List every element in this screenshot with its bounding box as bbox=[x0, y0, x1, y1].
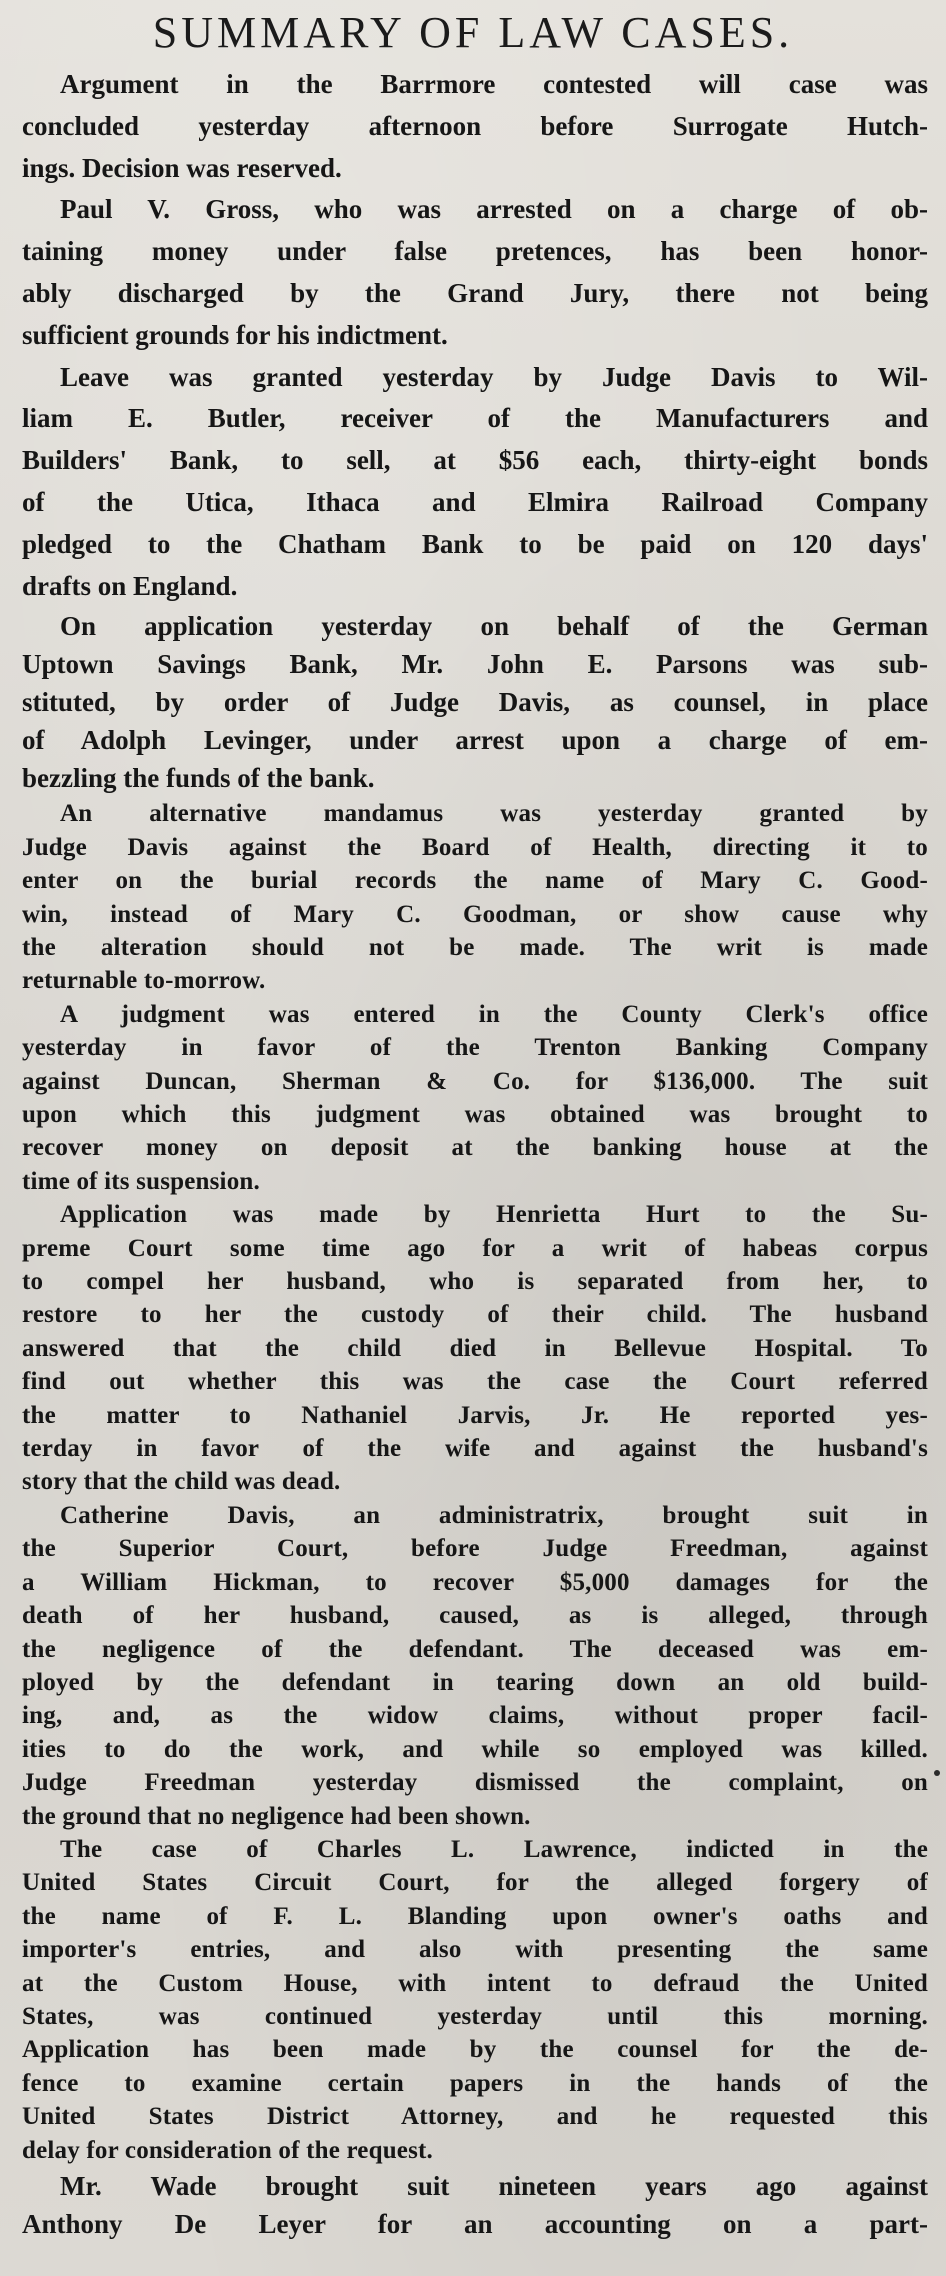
text-line: Judge Davis against the Board of Health, directing it to bbox=[22, 833, 928, 861]
text-line: the alteration should not be made. The writ is made bbox=[22, 933, 928, 961]
text-line: drafts on England. bbox=[22, 570, 238, 601]
text-line: death of her husband, caused, as is alleged, through bbox=[22, 1602, 928, 1630]
text-line: delay for consideration of the request. bbox=[22, 2136, 434, 2164]
text-line: United States Circuit Court, for the alleged forgery of bbox=[22, 1869, 928, 1897]
paragraph-wade-de-leyer bbox=[22, 2167, 928, 2243]
text-line: concluded yesterday afternoon before Surrogate Hutch- bbox=[22, 110, 928, 141]
text-line: answered that the child died in Bellevue Hospital. To bbox=[22, 1334, 928, 1362]
text-line: The case of Charles L. Lawrence, indicted in the bbox=[60, 1835, 928, 1863]
text-line: preme Court some time ago for a writ of habeas corpus bbox=[22, 1234, 928, 1262]
text-line: yesterday in favor of the Trenton Banking Company bbox=[22, 1034, 928, 1062]
paragraph-charles-lawrence bbox=[22, 1833, 928, 2167]
article-heading: SUMMARY OF LAW CASES. bbox=[152, 8, 794, 57]
text-line: the Superior Court, before Judge Freedman, against bbox=[22, 1535, 928, 1563]
text-line: bezzling the funds of the bank. bbox=[22, 763, 375, 794]
text-line: ing, and, as the widow claims, without proper facil- bbox=[22, 1702, 928, 1730]
text-line: Uptown Savings Bank, Mr. John E. Parsons was sub- bbox=[22, 649, 928, 680]
text-line: liam E. Butler, receiver of the Manufacturers and bbox=[22, 403, 928, 434]
text-line: the matter to Nathaniel Jarvis, Jr. He reported yes- bbox=[22, 1401, 928, 1429]
text-line: find out whether this was the case the Court referred bbox=[22, 1368, 928, 1396]
text-line: An alternative mandamus was yesterday granted by bbox=[60, 800, 928, 828]
paragraph-butler-receiver bbox=[22, 357, 928, 608]
text-line: United States District Attorney, and he requested this bbox=[22, 2103, 928, 2131]
text-line: Application was made by Henrietta Hurt to the Su- bbox=[60, 1201, 928, 1229]
text-line: On application yesterday on behalf of the German bbox=[60, 611, 928, 642]
text-line: ployed by the defendant in tearing down an old build- bbox=[22, 1668, 928, 1696]
text-line: story that the child was dead. bbox=[22, 1468, 341, 1496]
text-line: Application has been made by the counsel for the de- bbox=[22, 2036, 928, 2064]
text-line: a William Hickman, to recover $5,000 damages for the bbox=[22, 1568, 928, 1596]
text-line: the ground that no negligence had been shown. bbox=[22, 1802, 531, 1830]
text-line: enter on the burial records the name of Mary C. Good- bbox=[22, 867, 928, 895]
text-line: pledged to the Chatham Bank to be paid on 120 days' bbox=[22, 528, 928, 559]
text-line: to compel her husband, who is separated from her, to bbox=[22, 1268, 928, 1296]
text-line: taining money under false pretences, has been honor- bbox=[22, 236, 928, 267]
text-line: fence to examine certain papers in the hands of the bbox=[22, 2069, 928, 2097]
text-line: Judge Freedman yesterday dismissed the complaint, on bbox=[22, 1769, 928, 1797]
text-line: importer's entries, and also with presenting the same bbox=[22, 1936, 928, 1964]
text-line: the negligence of the defendant. The deceased was em- bbox=[22, 1635, 928, 1663]
paragraph-paul-gross bbox=[22, 189, 928, 356]
text-line: ably discharged by the Grand Jury, there not being bbox=[22, 277, 928, 308]
text-line: the name of F. L. Blanding upon owner's oaths and bbox=[22, 1902, 928, 1930]
paragraph-catherine-davis bbox=[22, 1499, 928, 1833]
text-line: terday in favor of the wife and against the husband's bbox=[22, 1435, 928, 1463]
paragraph-mandamus-board-of-health bbox=[22, 797, 928, 997]
paragraph-trenton-banking-judgment bbox=[22, 998, 928, 1198]
text-line: States, was continued yesterday until this morning. bbox=[22, 2002, 928, 2030]
text-line: Builders' Bank, to sell, at $56 each, thirty-eight bonds bbox=[22, 445, 928, 476]
text-line: win, instead of Mary C. Goodman, or show cause why bbox=[22, 900, 928, 928]
text-line: stituted, by order of Judge Davis, as counsel, in place bbox=[22, 687, 928, 718]
text-line: ings. Decision was reserved. bbox=[22, 152, 342, 183]
text-line: Mr. Wade brought suit nineteen years ago against bbox=[60, 2171, 928, 2202]
text-line: restore to her the custody of their child. The husband bbox=[22, 1301, 928, 1329]
text-line: Catherine Davis, an administratrix, brought suit in bbox=[60, 1501, 928, 1529]
text-line: recover money on deposit at the banking house at the bbox=[22, 1134, 928, 1162]
paragraph-henrietta-hurt bbox=[22, 1198, 928, 1499]
margin-ink-dot bbox=[934, 1770, 940, 1776]
article-column bbox=[22, 64, 928, 2243]
text-line: Argument in the Barrmore contested will case was bbox=[60, 69, 928, 99]
text-line: Paul V. Gross, who was arrested on a charge of ob- bbox=[60, 194, 928, 225]
text-line: upon which this judgment was obtained was brought to bbox=[22, 1101, 928, 1129]
text-line: against Duncan, Sherman & Co. for $136,000. The suit bbox=[22, 1067, 928, 1095]
text-line: time of its suspension. bbox=[22, 1167, 260, 1195]
text-line: returnable to-morrow. bbox=[22, 967, 266, 995]
paragraph-german-savings-bank bbox=[22, 607, 928, 797]
text-line: Leave was granted yesterday by Judge Davis to Wil- bbox=[60, 361, 928, 392]
text-line: ities to do the work, and while so employed was killed. bbox=[22, 1735, 928, 1763]
text-line: sufficient grounds for his indictment. bbox=[22, 319, 448, 350]
paragraph-barrmore-will-case bbox=[22, 64, 928, 189]
text-line: Anthony De Leyer for an accounting on a part- bbox=[22, 2209, 928, 2240]
text-line: of the Utica, Ithaca and Elmira Railroad Company bbox=[22, 486, 928, 517]
text-line: of Adolph Levinger, under arrest upon a charge of em- bbox=[22, 725, 928, 756]
text-line: A judgment was entered in the County Clerk's office bbox=[60, 1000, 928, 1028]
text-line: at the Custom House, with intent to defraud the United bbox=[22, 1969, 928, 1997]
